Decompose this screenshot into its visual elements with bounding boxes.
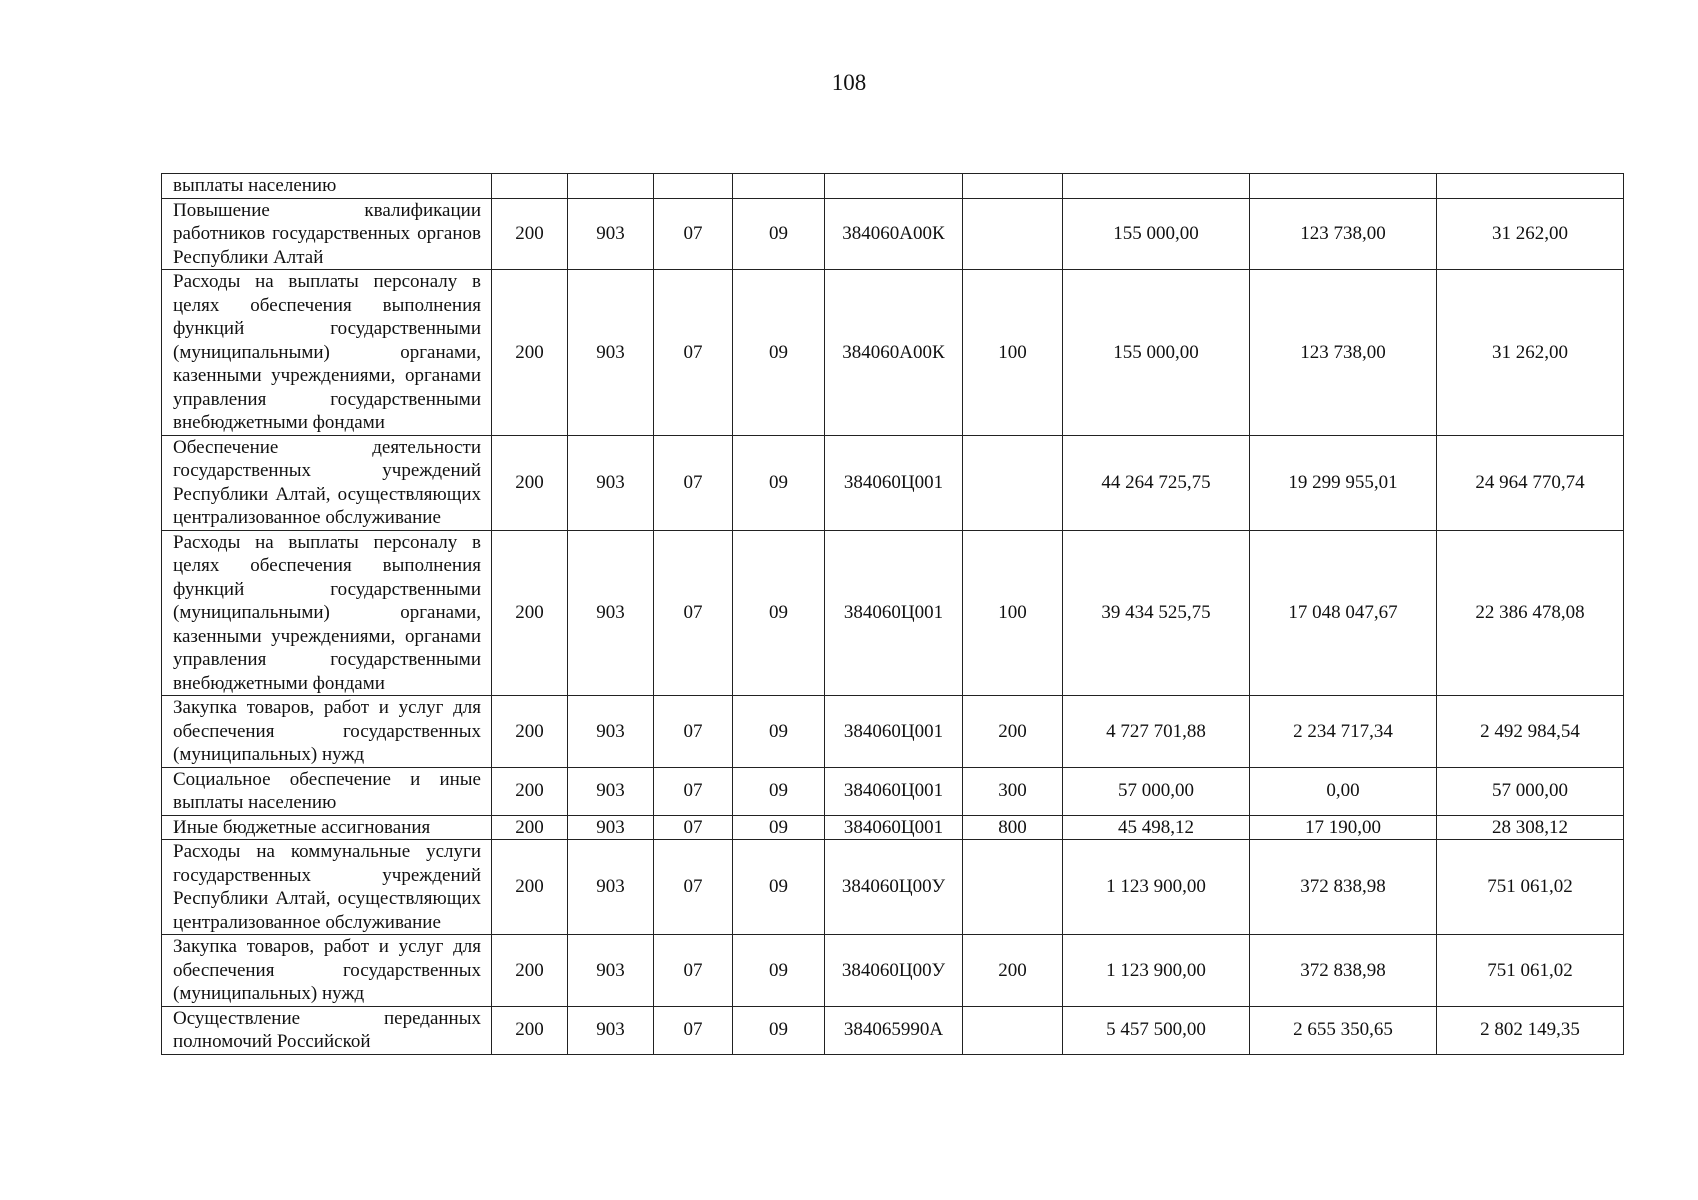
cell-amount-2: 372 838,98 — [1250, 840, 1437, 935]
table-row — [162, 696, 1624, 768]
cell-code-2: 903 — [568, 270, 654, 436]
cell-code-3: 07 — [654, 935, 733, 1007]
cell-amount-3: 28 308,12 — [1437, 815, 1624, 840]
row-description: выплаты населению — [162, 174, 492, 199]
cell-code-4: 09 — [733, 530, 825, 696]
cell-expense-type: 100 — [963, 530, 1063, 696]
cell-code-2 — [568, 174, 654, 199]
cell-amount-1: 39 434 525,75 — [1063, 530, 1250, 696]
cell-code-3: 07 — [654, 767, 733, 815]
cell-code-2: 903 — [568, 815, 654, 840]
cell-target-article: 384060Ц00У — [825, 840, 963, 935]
table-body — [162, 174, 1624, 1055]
row-description: Обеспечение деятельности государственных учреждений Республики Алтай, осуществляющих централизованное обслуживание — [162, 435, 492, 530]
cell-code-3: 07 — [654, 198, 733, 270]
cell-code-3 — [654, 174, 733, 199]
cell-code-1: 200 — [492, 840, 568, 935]
cell-target-article: 384060Ц00У — [825, 935, 963, 1007]
cell-amount-1 — [1063, 174, 1250, 199]
cell-target-article: 384060А00К — [825, 198, 963, 270]
cell-amount-2: 123 738,00 — [1250, 270, 1437, 436]
table-row — [162, 935, 1624, 1007]
row-description: Расходы на коммунальные услуги государственных учреждений Республики Алтай, осуществляющих централизованное обслуживание — [162, 840, 492, 935]
cell-code-1: 200 — [492, 270, 568, 436]
cell-amount-2: 17 190,00 — [1250, 815, 1437, 840]
cell-target-article: 384060Ц001 — [825, 696, 963, 768]
cell-code-4: 09 — [733, 815, 825, 840]
row-description: Иные бюджетные ассигнования — [162, 815, 492, 840]
cell-code-2: 903 — [568, 1006, 654, 1054]
cell-target-article: 384060Ц001 — [825, 767, 963, 815]
table-row — [162, 1006, 1624, 1054]
cell-code-4 — [733, 174, 825, 199]
cell-amount-1: 4 727 701,88 — [1063, 696, 1250, 768]
cell-expense-type: 300 — [963, 767, 1063, 815]
cell-expense-type: 800 — [963, 815, 1063, 840]
cell-expense-type — [963, 174, 1063, 199]
cell-code-4: 09 — [733, 935, 825, 1007]
cell-code-1: 200 — [492, 767, 568, 815]
cell-expense-type: 100 — [963, 270, 1063, 436]
row-description: Социальное обеспечение и иные выплаты населению — [162, 767, 492, 815]
cell-amount-2: 17 048 047,67 — [1250, 530, 1437, 696]
cell-amount-1: 155 000,00 — [1063, 198, 1250, 270]
cell-code-2: 903 — [568, 435, 654, 530]
row-description: Закупка товаров, работ и услуг для обеспечения государственных (муниципальных) нужд — [162, 935, 492, 1007]
cell-code-2: 903 — [568, 198, 654, 270]
cell-amount-1: 57 000,00 — [1063, 767, 1250, 815]
cell-code-1: 200 — [492, 1006, 568, 1054]
cell-target-article: 384060Ц001 — [825, 435, 963, 530]
cell-code-1: 200 — [492, 935, 568, 1007]
cell-expense-type — [963, 840, 1063, 935]
cell-amount-2: 2 655 350,65 — [1250, 1006, 1437, 1054]
cell-code-4: 09 — [733, 1006, 825, 1054]
cell-expense-type — [963, 435, 1063, 530]
cell-code-2: 903 — [568, 840, 654, 935]
row-description: Расходы на выплаты персоналу в целях обеспечения выполнения функций государственными (муниципальными) органами, казенными учреждениями, органами управления государственными внебюджетными фондами — [162, 270, 492, 436]
cell-amount-1: 5 457 500,00 — [1063, 1006, 1250, 1054]
table-row — [162, 530, 1624, 696]
cell-amount-3: 24 964 770,74 — [1437, 435, 1624, 530]
cell-amount-2: 0,00 — [1250, 767, 1437, 815]
cell-target-article: 384060А00К — [825, 270, 963, 436]
cell-code-2: 903 — [568, 696, 654, 768]
cell-code-1: 200 — [492, 815, 568, 840]
cell-amount-3: 751 061,02 — [1437, 935, 1624, 1007]
cell-code-3: 07 — [654, 435, 733, 530]
cell-amount-3: 751 061,02 — [1437, 840, 1624, 935]
cell-amount-3: 31 262,00 — [1437, 270, 1624, 436]
cell-amount-2: 2 234 717,34 — [1250, 696, 1437, 768]
budget-table — [161, 173, 1624, 1055]
cell-code-1: 200 — [492, 696, 568, 768]
cell-amount-2: 372 838,98 — [1250, 935, 1437, 1007]
cell-amount-2 — [1250, 174, 1437, 199]
cell-code-4: 09 — [733, 270, 825, 436]
cell-amount-1: 44 264 725,75 — [1063, 435, 1250, 530]
page-number: 108 — [831, 70, 867, 95]
cell-code-4: 09 — [733, 840, 825, 935]
cell-amount-1: 45 498,12 — [1063, 815, 1250, 840]
cell-amount-2: 123 738,00 — [1250, 198, 1437, 270]
cell-amount-3: 22 386 478,08 — [1437, 530, 1624, 696]
cell-amount-1: 1 123 900,00 — [1063, 935, 1250, 1007]
cell-code-3: 07 — [654, 815, 733, 840]
cell-code-4: 09 — [733, 198, 825, 270]
cell-amount-3 — [1437, 174, 1624, 199]
cell-code-1 — [492, 174, 568, 199]
table-row — [162, 270, 1624, 436]
cell-expense-type — [963, 1006, 1063, 1054]
cell-target-article — [825, 174, 963, 199]
cell-amount-1: 155 000,00 — [1063, 270, 1250, 436]
cell-expense-type — [963, 198, 1063, 270]
cell-code-4: 09 — [733, 435, 825, 530]
cell-expense-type: 200 — [963, 935, 1063, 1007]
row-description: Осуществление переданных полномочий Российской — [162, 1006, 492, 1054]
table-row — [162, 840, 1624, 935]
row-description: Закупка товаров, работ и услуг для обеспечения государственных (муниципальных) нужд — [162, 696, 492, 768]
table-row — [162, 174, 1624, 199]
table-row — [162, 435, 1624, 530]
cell-code-3: 07 — [654, 696, 733, 768]
cell-amount-2: 19 299 955,01 — [1250, 435, 1437, 530]
cell-code-2: 903 — [568, 767, 654, 815]
table-row — [162, 198, 1624, 270]
cell-code-4: 09 — [733, 696, 825, 768]
cell-code-4: 09 — [733, 767, 825, 815]
cell-code-3: 07 — [654, 270, 733, 436]
row-description: Повышение квалификации работников государственных органов Республики Алтай — [162, 198, 492, 270]
table-row — [162, 767, 1624, 815]
cell-target-article: 384065990А — [825, 1006, 963, 1054]
cell-code-1: 200 — [492, 435, 568, 530]
cell-code-1: 200 — [492, 198, 568, 270]
cell-amount-1: 1 123 900,00 — [1063, 840, 1250, 935]
cell-expense-type: 200 — [963, 696, 1063, 768]
cell-code-2: 903 — [568, 935, 654, 1007]
cell-target-article: 384060Ц001 — [825, 530, 963, 696]
cell-code-1: 200 — [492, 530, 568, 696]
cell-code-3: 07 — [654, 530, 733, 696]
cell-amount-3: 57 000,00 — [1437, 767, 1624, 815]
cell-amount-3: 31 262,00 — [1437, 198, 1624, 270]
row-description: Расходы на выплаты персоналу в целях обеспечения выполнения функций государственными (муниципальными) органами, казенными учреждениями, органами управления государственными внебюджетными фондами — [162, 530, 492, 696]
table-row — [162, 815, 1624, 840]
cell-code-3: 07 — [654, 840, 733, 935]
cell-amount-3: 2 802 149,35 — [1437, 1006, 1624, 1054]
cell-code-3: 07 — [654, 1006, 733, 1054]
cell-target-article: 384060Ц001 — [825, 815, 963, 840]
cell-code-2: 903 — [568, 530, 654, 696]
cell-amount-3: 2 492 984,54 — [1437, 696, 1624, 768]
